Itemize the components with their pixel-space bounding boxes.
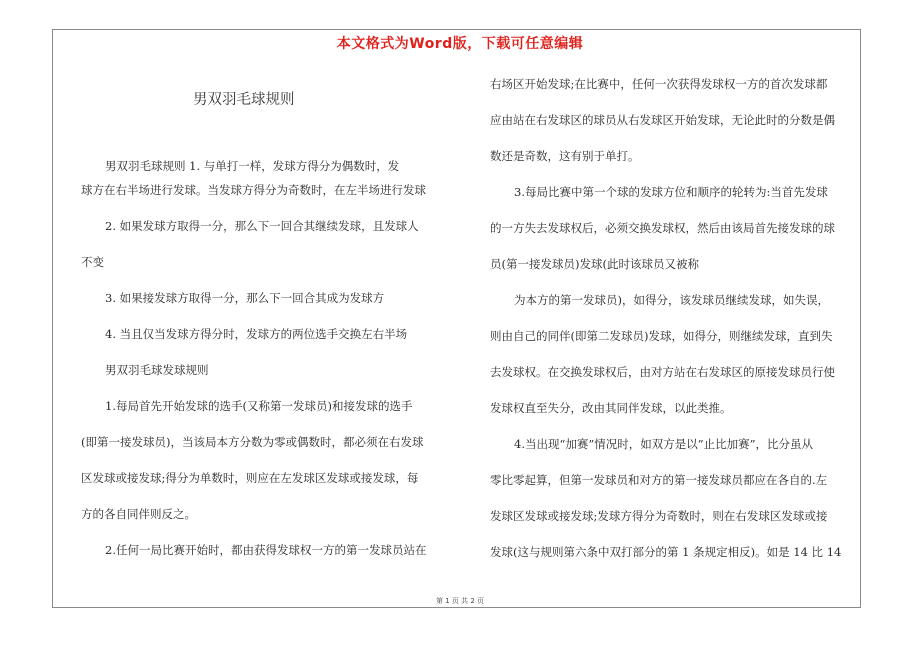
page-number-footer: 第 1 页 共 2 页 bbox=[435, 597, 485, 605]
left-column bbox=[81, 72, 453, 562]
document-title: 男双羽毛球规则 bbox=[193, 92, 295, 108]
right-column bbox=[490, 72, 862, 564]
paragraph-line: 方的各自同伴则反之。 bbox=[81, 507, 196, 521]
paragraph-line: 4. 当且仅当发球方得分时，发球方的两位选手交换左右半场 bbox=[105, 327, 408, 341]
paragraph-line: 的一方失去发球权后，必须交换发球权，然后由该局首先接发球的球 bbox=[490, 221, 835, 235]
paragraph-line: 2. 如果发球方取得一分，那么下一回合其继续发球，且发球人 bbox=[105, 219, 419, 233]
paragraph-line: 3.每局比赛中第一个球的发球方位和顺序的轮转为:当首先发球 bbox=[514, 185, 828, 199]
paragraph-line: 4.当出现“加赛”情况时，如双方是以”止比加赛”，比分虽从 bbox=[514, 437, 813, 451]
paragraph-line: 数还是奇数，这有别于单打。 bbox=[490, 149, 640, 163]
paragraph-line: 右场区开始发球;在比赛中，任何一次获得发球权一方的首次发球都 bbox=[490, 77, 828, 91]
paragraph-line: 为本方的第一发球员)，如得分，该发球员继续发球，如失误， bbox=[514, 293, 829, 307]
paragraph-line: 零比零起算，但第一发球员和对方的第一接发球员都应在各自的.左 bbox=[490, 473, 828, 487]
paragraph-line: 2.任何一局比赛开始时，都由获得发球权一方的第一发球员站在 bbox=[105, 543, 427, 557]
section-heading: 男双羽毛球发球规则 bbox=[105, 363, 209, 377]
paragraph-line: 应由站在右发球区的球员从右发球区开始发球，无论此时的分数是偶 bbox=[490, 113, 835, 127]
paragraph-line: 区发球或接发球;得分为单数时，则应在左发球区发球或接发球，每 bbox=[81, 471, 419, 485]
paragraph-line: 3. 如果接发球方取得一分，那么下一回合其成为发球方 bbox=[105, 291, 385, 305]
paragraph-line: 1.每局首先开始发球的选手(又称第一发球员)和接发球的选手 bbox=[105, 399, 413, 413]
paragraph-line: 发球权直至失分，改由其同伴发球，以此类推。 bbox=[490, 401, 732, 415]
paragraph-line: (即第一接发球员)，当该局本方分数为零或偶数时，都必须在右发球 bbox=[81, 435, 424, 449]
word-version-banner: 本文格式为Word版，下载可任意编辑 bbox=[336, 36, 584, 52]
paragraph-line: 则由自己的同伴(即第二发球员)发球，如得分，则继续发球，直到失 bbox=[490, 329, 833, 343]
paragraph-line: 男双羽毛球规则 1. 与单打一样，发球方得分为偶数时，发 bbox=[105, 159, 400, 173]
paragraph-line: 员(第一接发球员)发球(此时该球员又被称 bbox=[490, 257, 699, 271]
paragraph-line: 发球区发球或接发球;发球方得分为奇数时，则在右发球区发球或接 bbox=[490, 509, 828, 523]
paragraph-line: 不变 bbox=[81, 255, 104, 269]
paragraph-line: 球方在右半场进行发球。当发球方得分为奇数时，在左半场进行发球 bbox=[81, 183, 426, 197]
paragraph-line: 发球(这与规则第六条中双打部分的第 1 条规定相反)。如是 14 比 14 bbox=[490, 545, 842, 559]
paragraph-line: 去发球权。在交换发球权后，由对方站在右发球区的原接发球员行使 bbox=[490, 365, 835, 379]
